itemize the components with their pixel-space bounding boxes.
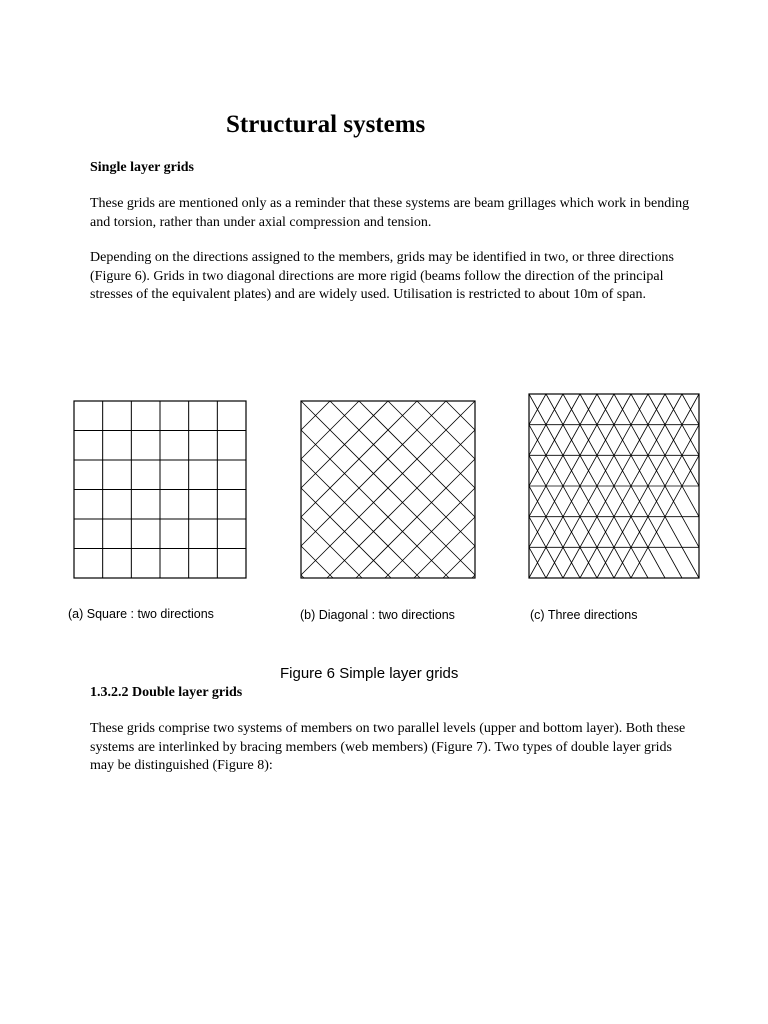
section-heading-single-layer-grids: Single layer grids bbox=[90, 160, 194, 175]
caption-square-grid: (a) Square : two directions bbox=[68, 607, 214, 621]
diagonal-grid-line bbox=[327, 430, 475, 578]
page-title: Structural systems bbox=[226, 111, 426, 138]
three-direction-grid-diagram bbox=[528, 393, 702, 580]
paragraph-double-layer-grids: These grids comprise two systems of members on two parallel levels (upper and bottom layer). Both these systems are interlinked by bracing members (web members) (Figure 7). Two types of double layer grids may be distinguished (Figure 8): bbox=[90, 721, 686, 773]
diagonal-grid-line bbox=[301, 517, 362, 578]
caption-three-direction-grid: (c) Three directions bbox=[530, 608, 638, 622]
square-grid-diagram bbox=[73, 400, 249, 580]
figure-6 bbox=[0, 385, 768, 685]
paragraph-grid-directions: Depending on the directions assigned to the members, grids may be identified in two, or three directions (Figure 6). Grids in two diagonal directions are more rigid (beams follow the direction of the principal stresses of the equivalent plates) and are widely used. Utilisation is restricted to about 10m of span. bbox=[90, 250, 674, 302]
section-heading-double-layer-grids: 1.3.2.2 Double layer grids bbox=[90, 685, 243, 700]
diagonal-grid-diagram bbox=[300, 400, 478, 580]
diagonal-grid-line bbox=[301, 546, 333, 578]
paragraph-grids-reminder: These grids are mentioned only as a reminder that these systems are beam grillages which work in bending and torsion, rather than under axial compression and tension. bbox=[90, 196, 690, 230]
diagonal-grid-line bbox=[414, 517, 475, 578]
diagonal-grid-line bbox=[301, 430, 449, 578]
diagonal-grid-line bbox=[301, 459, 420, 578]
diagonal-grid-line bbox=[443, 546, 475, 578]
caption-diagonal-grid: (b) Diagonal : two directions bbox=[300, 608, 455, 622]
figure-caption: Figure 6 Simple layer grids bbox=[280, 665, 459, 682]
diagonal-grid-line bbox=[356, 459, 475, 578]
